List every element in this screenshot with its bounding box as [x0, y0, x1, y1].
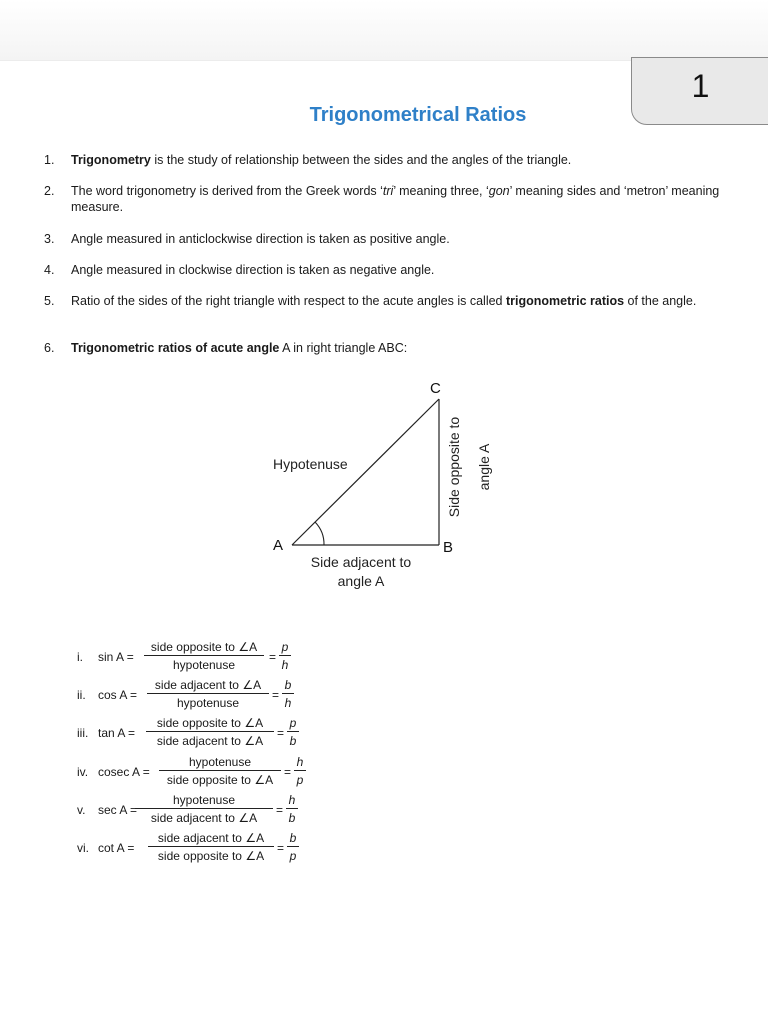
fraction-numerator: side opposite to ∠A: [156, 716, 264, 730]
formula-index: vi.: [77, 841, 89, 855]
equals-sign: =: [272, 688, 280, 702]
fraction-numerator: side opposite to ∠A: [150, 640, 258, 654]
formula-function: sin A =: [98, 650, 134, 664]
equals-sign: =: [277, 841, 285, 855]
item-text: is the study of relationship between the sides and the angles of the triangle.: [150, 153, 572, 167]
equals-sign: =: [269, 650, 277, 664]
fraction-numerator: hypotenuse: [188, 755, 252, 769]
equals-sign: =: [276, 803, 284, 817]
vertex-c-label: C: [430, 380, 441, 397]
formula-function: tan A =: [98, 726, 136, 740]
vertex-a-label: A: [273, 537, 284, 554]
fraction-denominator: side adjacent to ∠A: [146, 731, 274, 748]
fraction-numerator: hypotenuse: [172, 793, 236, 807]
item-bold-term: Trigonometric ratios of acute angle: [71, 341, 280, 355]
item-number: 5.: [44, 294, 55, 308]
word-fraction: [148, 831, 274, 863]
formula-index: ii.: [77, 688, 86, 702]
symbol-denominator: p: [294, 770, 306, 787]
symbol-fraction: [282, 678, 294, 710]
symbol-denominator: b: [286, 808, 298, 825]
hypotenuse-label: Hypotenuse: [273, 456, 348, 472]
symbol-numerator: p: [289, 716, 297, 730]
formula-function: cos A =: [98, 688, 138, 702]
fraction-numerator: side adjacent to ∠A: [154, 678, 262, 692]
adjacent-label-line1: Side adjacent to: [310, 554, 412, 570]
item-bold-term: Trigonometry: [71, 153, 151, 167]
page-number: 1: [691, 68, 710, 104]
item-text: of the angle.: [624, 294, 697, 308]
side-ac-hypotenuse: [292, 399, 439, 545]
symbol-denominator: p: [287, 846, 299, 863]
formula-index: iv.: [77, 765, 89, 779]
item-text: ’ meaning three, ‘: [393, 184, 489, 198]
item-text: ’ meaning sides and ‘metron’ meaning measure.: [71, 184, 720, 214]
fraction-denominator: side opposite to ∠A: [159, 770, 281, 787]
adjacent-label-line2: angle A: [337, 573, 385, 589]
formula-index: i.: [77, 650, 83, 664]
item-italic-term: gon: [488, 184, 510, 198]
fraction-denominator: hypotenuse: [144, 655, 264, 672]
symbol-numerator: h: [296, 755, 304, 769]
item-number: 4.: [44, 263, 55, 277]
formula-function: cosec A =: [98, 765, 150, 779]
word-fraction: [146, 716, 274, 748]
item-number: 2.: [44, 184, 55, 198]
fraction-denominator: hypotenuse: [147, 693, 269, 710]
symbol-fraction: [286, 793, 298, 825]
formula-function: sec A =: [98, 803, 138, 817]
symbol-numerator: h: [288, 793, 296, 807]
opposite-label-line1: Side opposite to: [446, 416, 462, 518]
item-number: 6.: [44, 341, 55, 355]
symbol-fraction: [287, 716, 299, 748]
symbol-denominator: b: [287, 731, 299, 748]
fraction-numerator: side adjacent to ∠A: [157, 831, 265, 845]
formula-index: iii.: [77, 726, 89, 740]
item-text: A in right triangle ABC:: [279, 341, 408, 355]
symbol-numerator: b: [284, 678, 292, 692]
symbol-numerator: p: [281, 640, 289, 654]
word-fraction: [135, 793, 273, 825]
equals-sign: =: [284, 765, 292, 779]
angle-a-arc: [315, 522, 324, 545]
symbol-fraction: [294, 755, 306, 787]
item-text: The word trigonometry is derived from the Greek words ‘: [71, 184, 383, 198]
item-text: Angle measured in clockwise direction is taken as negative angle.: [71, 263, 435, 277]
equals-sign: =: [277, 726, 285, 740]
word-fraction: [159, 755, 281, 787]
vertex-b-label: B: [443, 539, 454, 556]
item-italic-term: tri: [382, 184, 394, 198]
item-text: Ratio of the sides of the right triangle with respect to the acute angles is called: [71, 294, 506, 308]
symbol-denominator: h: [279, 655, 291, 672]
item-bold-term: trigonometric ratios: [505, 294, 625, 308]
fraction-denominator: side adjacent to ∠A: [135, 808, 273, 825]
word-fraction: [144, 640, 264, 672]
symbol-denominator: h: [282, 693, 294, 710]
symbol-fraction: [287, 831, 299, 863]
word-fraction: [147, 678, 269, 710]
item-number: 1.: [44, 153, 55, 167]
fraction-denominator: side opposite to ∠A: [148, 846, 274, 863]
item-text: Angle measured in anticlockwise direction is taken as positive angle.: [71, 232, 450, 246]
formula-function: cot A =: [98, 841, 135, 855]
symbol-fraction: [279, 640, 291, 672]
symbol-numerator: b: [289, 831, 297, 845]
page-title: Trigonometrical Ratios: [309, 104, 527, 126]
item-number: 3.: [44, 232, 55, 246]
formula-index: v.: [77, 803, 86, 817]
opposite-label-line2: angle A: [476, 443, 492, 491]
